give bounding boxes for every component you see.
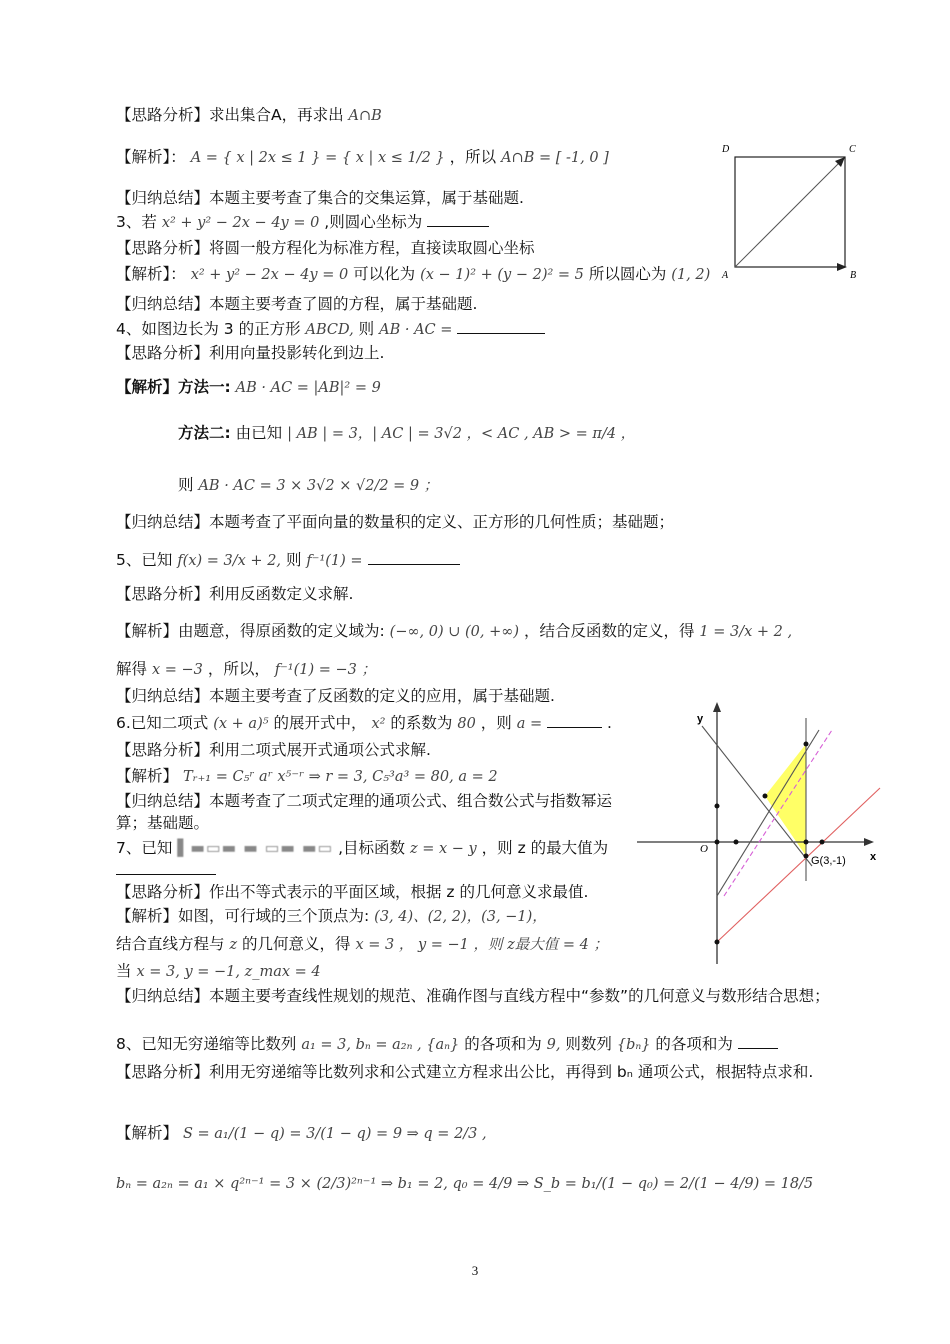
question-6: 6.已知二项式 (x + a)⁵ 的展开式中， x² 的系数为 80 ，则 a = .: [116, 714, 612, 732]
solution-line-5: 【解析】由题意，得原函数的定义域为: (−∞, 0) ∪ (0, +∞) ，结合反函数的定义，得 1 = 3/x + 2 ,: [116, 622, 793, 640]
answer-blank: [427, 212, 489, 227]
point-y-intercept-low: [715, 940, 720, 945]
analysis-line-4: 【思路分析】利用向量投影转化到边上.: [116, 344, 385, 362]
solution-line-3: 【解析】： x² + y² − 2x − 4y = 0 可以化为 (x − 1)² + (y − 2)² = 5 所以圆心为 (1, 2): [116, 265, 711, 283]
question-4: 4、如图边长为 3 的正方形 ABCD, 则 AB · AC =: [116, 318, 545, 341]
solution-line-5b: 解得 x = −3 ，所以， f⁻¹(1) = −3 ；: [116, 660, 376, 678]
analysis-line-1: 【思路分析】求出集合A，再求出 A∩B: [116, 106, 382, 124]
analysis-line-8: 【思路分析】利用无穷递缩等比数列求和公式建立方程求出公比，再得到 bₙ 通项公式，根据特点求和.: [116, 1063, 814, 1081]
vector-ac: [735, 159, 843, 267]
solution-line-7: 【解析】如图，可行域的三个顶点为: (3, 4)、(2, 2)，(3, −1)，: [116, 907, 547, 925]
summary-line-4: 【归纳总结】本题考查了平面向量的数量积的定义、正方形的几何性质；基础题；: [116, 513, 675, 531]
summary-line-6: 【归纳总结】本题考查了二项式定理的通项公式、组合数公式与指数幂运算；基础题。: [116, 792, 613, 832]
question-7: 7、已知 ▌▬▭▬ ▬ ▭▬ ▬▭ ,目标函数 z = x − y ，则 z 的最大值为: [116, 839, 609, 857]
label-b: B: [850, 270, 857, 281]
solution-line-1: 【解析】： A = { x | 2x ≤ 1 } = { x | x ≤ 1/2 } ，所以 A∩B = [ -1, 0 ]: [116, 148, 609, 166]
solution-line-7c: 当 x = 3, y = −1, z_max = 4: [116, 962, 321, 980]
solution-line-8: 【解析】 S = a₁/(1 − q) = 3/(1 − q) = 9 ⇒ q = 2/3 ,: [116, 1124, 487, 1142]
answer-blank: [116, 860, 216, 875]
feasible-region-graph: [634, 696, 884, 966]
answer-blank: [738, 1034, 778, 1049]
blurred-constraints-image: ▌▬▭▬ ▬ ▭▬ ▬▭: [177, 839, 334, 857]
method-two-result: 则 AB · AC = 3 × 3√2 × √2/2 = 9 ；: [178, 476, 439, 494]
solution-line-7b: 结合直线方程与 z 的几何意义，得 x = 3 ， y = −1 ，则 z最大值 = 4 ；: [116, 935, 608, 953]
point-x-intercept-1: [734, 840, 739, 845]
point-origin: [715, 840, 720, 845]
label-y: y: [697, 713, 704, 725]
answer-blank: [547, 713, 602, 728]
point-y-intercept: [715, 804, 720, 809]
point-x-intercept-4: [820, 840, 825, 845]
x-axis-arrow: [864, 838, 874, 846]
point-vertex-3-4: [804, 742, 809, 747]
label-g: G(3,-1): [811, 855, 846, 867]
summary-line-3: 【归纳总结】本题主要考查了圆的方程，属于基础题.: [116, 295, 478, 313]
label-c: C: [849, 144, 856, 155]
label-origin: O: [700, 843, 708, 855]
question-3: 3、若 x² + y² − 2x − 4y = 0 ,则圆心坐标为: [116, 211, 489, 234]
solution-line-4: 【解析】方法一: AB · AC = |AB|² = 9: [116, 378, 381, 396]
method-two-line: 方法二: 由已知 | AB | = 3，| AC | = 3√2 ，< AC , AB > = π/4 ，: [178, 424, 636, 442]
answer-blank-line: [116, 859, 216, 881]
question-8: 8、已知无穷递缩等比数列 a₁ = 3, bₙ = a₂ₙ , {aₙ} 的各项和为 9, 则数列 {bₙ} 的各项和为: [116, 1033, 778, 1056]
page-number: 3: [471, 1263, 479, 1278]
square-abcd-figure: [718, 140, 868, 285]
point-vertex-2-2: [763, 794, 768, 799]
analysis-line-3: 【思路分析】将圆一般方程化为标准方程，直接读取圆心坐标: [116, 239, 535, 257]
summary-line-5: 【归纳总结】本题主要考查了反函数的定义的应用，属于基础题.: [116, 687, 555, 705]
answer-blank: [457, 319, 545, 334]
answer-blank: [368, 550, 460, 565]
label-x: x: [870, 851, 877, 863]
solution-line-6: 【解析】 Tᵣ₊₁ = C₅ʳ aʳ x⁵⁻ʳ ⇒ r = 3, C₅³a³ = 80, a = 2: [116, 767, 498, 785]
analysis-line-6: 【思路分析】利用二项式展开式通项公式求解.: [116, 741, 431, 759]
objective-line-dashed: [724, 730, 832, 896]
analysis-line-5: 【思路分析】利用反函数定义求解.: [116, 585, 354, 603]
y-axis-arrow: [713, 702, 721, 712]
point-x-intercept-3: [804, 840, 809, 845]
label-a: A: [722, 270, 729, 281]
question-5: 5、已知 f(x) = 3/x + 2, 则 f⁻¹(1) =: [116, 549, 460, 572]
point-g: [804, 854, 809, 859]
analysis-line-7: 【思路分析】作出不等式表示的平面区域，根据 z 的几何意义求最值.: [116, 883, 589, 901]
summary-line-7: 【归纳总结】本题主要考查线性规划的规范、准确作图与直线方程中“参数”的几何意义与数形结合思想；: [116, 987, 830, 1005]
label-d: D: [722, 144, 730, 155]
solution-line-8b: bₙ = a₂ₙ = a₁ × q²ⁿ⁻¹ = 3 × (2/3)²ⁿ⁻¹ ⇒ b₁ = 2, q₀ = 4/9 ⇒ S_b = b₁/(1 − q₀) = 2/(1 − 4/9) = 18/5: [116, 1176, 814, 1192]
summary-line-1: 【归纳总结】本题主要考查了集合的交集运算，属于基础题.: [116, 189, 524, 207]
